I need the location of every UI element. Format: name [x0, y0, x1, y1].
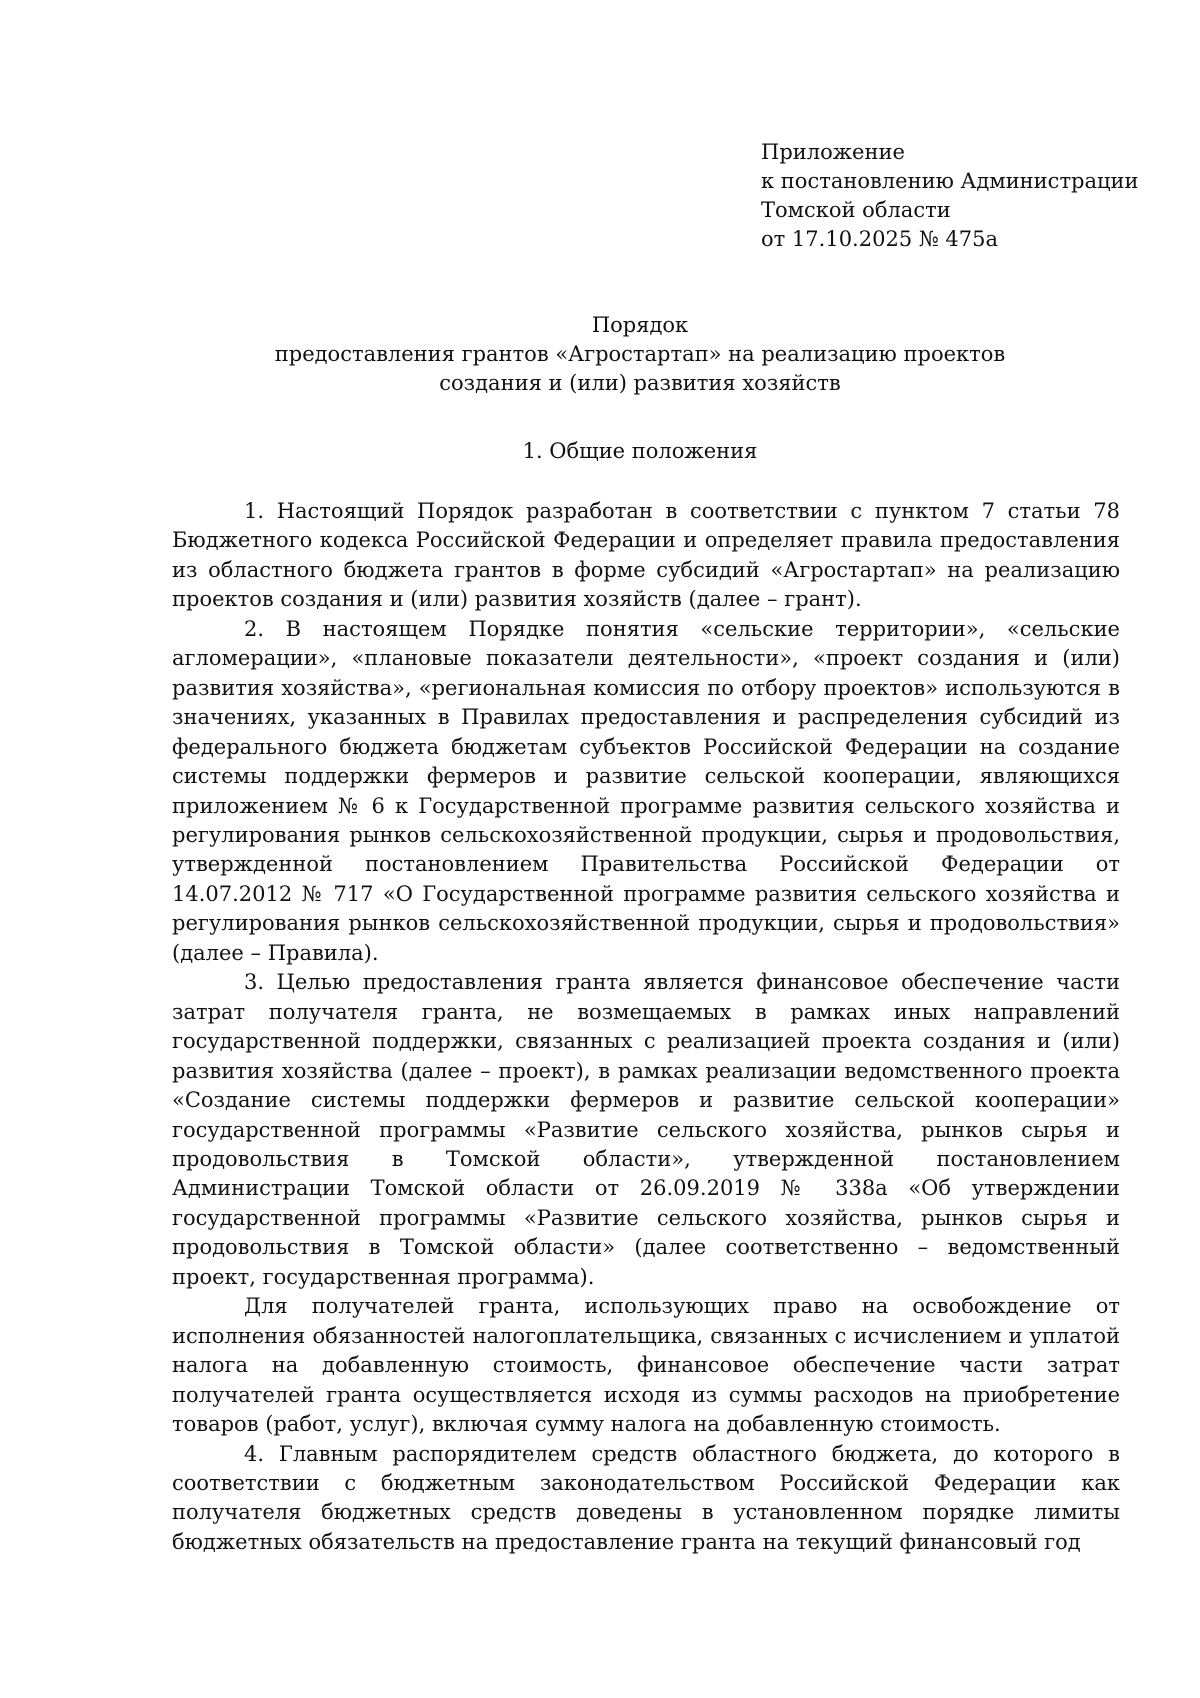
title-line-1: Порядок	[591, 313, 689, 337]
title-line-2: предоставления грантов «Агростартап» на реализацию проектов	[274, 342, 1006, 366]
appendix-label: Приложение	[761, 140, 905, 164]
appendix-resolution: к постановлению Администрации	[761, 169, 1139, 193]
appendix-region: Томской области	[761, 198, 951, 222]
appendix-block	[761, 138, 1139, 254]
paragraph-1: 1. Настоящий Порядок разработан в соответствии с пунктом 7 статьи 78 Бюджетного кодекса Российской Федерации и определяет правила предоставления из областного бюджета грантов в форме субсидий «Агростартап» на реализацию проектов создания и (или) развития хозяйств (далее – грант).	[172, 499, 1120, 612]
document-body	[172, 497, 1120, 1557]
paragraph-2: 2. В настоящем Порядке понятия «сельские территории», «сельские агломерации», «плановые показатели деятельности», «проект создания и (или) развития хозяйства», «региональная комиссия по отбору проектов» используются в значениях, указанных в Правилах предоставления и распределения субсидий из федерального бюджета бюджетам субъектов Российской Федерации на создание системы поддержки фермеров и развитие сельской кооперации, являющихся приложением № 6 к Государственной программе развития сельского хозяйства и регулирования рынков сельскохозяйственной продукции, сырья и продовольствия, утвержденной постановлением Правительства Российской Федерации от 14.07.2012 № 717 «О Государственной программе развития сельского хозяйства и регулирования рынков сельскохозяйственной продукции, сырья и продовольствия» (далее – Правила).	[172, 616, 1120, 965]
paragraph-3-continuation: Для получателей гранта, использующих право на освобождение от исполнения обязанностей налогоплательщика, связанных с исчислением и уплатой налога на добавленную стоимость, финансовое обеспечение части затрат получателей гранта осуществляется исходя из суммы расходов на приобретение товаров (работ, услуг), включая сумму налога на добавленную стоимость.	[172, 1294, 1120, 1437]
appendix-date-number: от 17.10.2025 № 475а	[761, 227, 998, 251]
section-heading: 1. Общие положения	[522, 439, 758, 463]
title-line-3: создания и (или) развития хозяйств	[439, 371, 841, 395]
paragraph-4: 4. Главным распорядителем средств областного бюджета, до которого в соответствии с бюджетным законодательством Российской Федерации как получателя бюджетных средств доведены в установленном порядке лимиты бюджетных обязательств на предоставление гранта на текущий финансовый год	[172, 1441, 1120, 1554]
paragraph-3: 3. Целью предоставления гранта является финансовое обеспечение части затрат получателя гранта, не возмещаемых в рамках иных направлений государственной поддержки, связанных с реализацией проекта создания и (или) развития хозяйства (далее – проект), в рамках реализации ведомственного проекта «Создание системы поддержки фермеров и развитие сельской кооперации» государственной программы «Развитие сельского хозяйства, рынков сырья и продовольствия в Томской области», утвержденной постановлением Администрации Томской области от 26.09.2019 № 338а «Об утверждении государственной программы «Развитие сельского хозяйства, рынков сырья и продовольствия в Томской области» (далее соответственно – ведомственный проект, государственная программа).	[172, 970, 1120, 1289]
document-title	[170, 311, 1110, 398]
